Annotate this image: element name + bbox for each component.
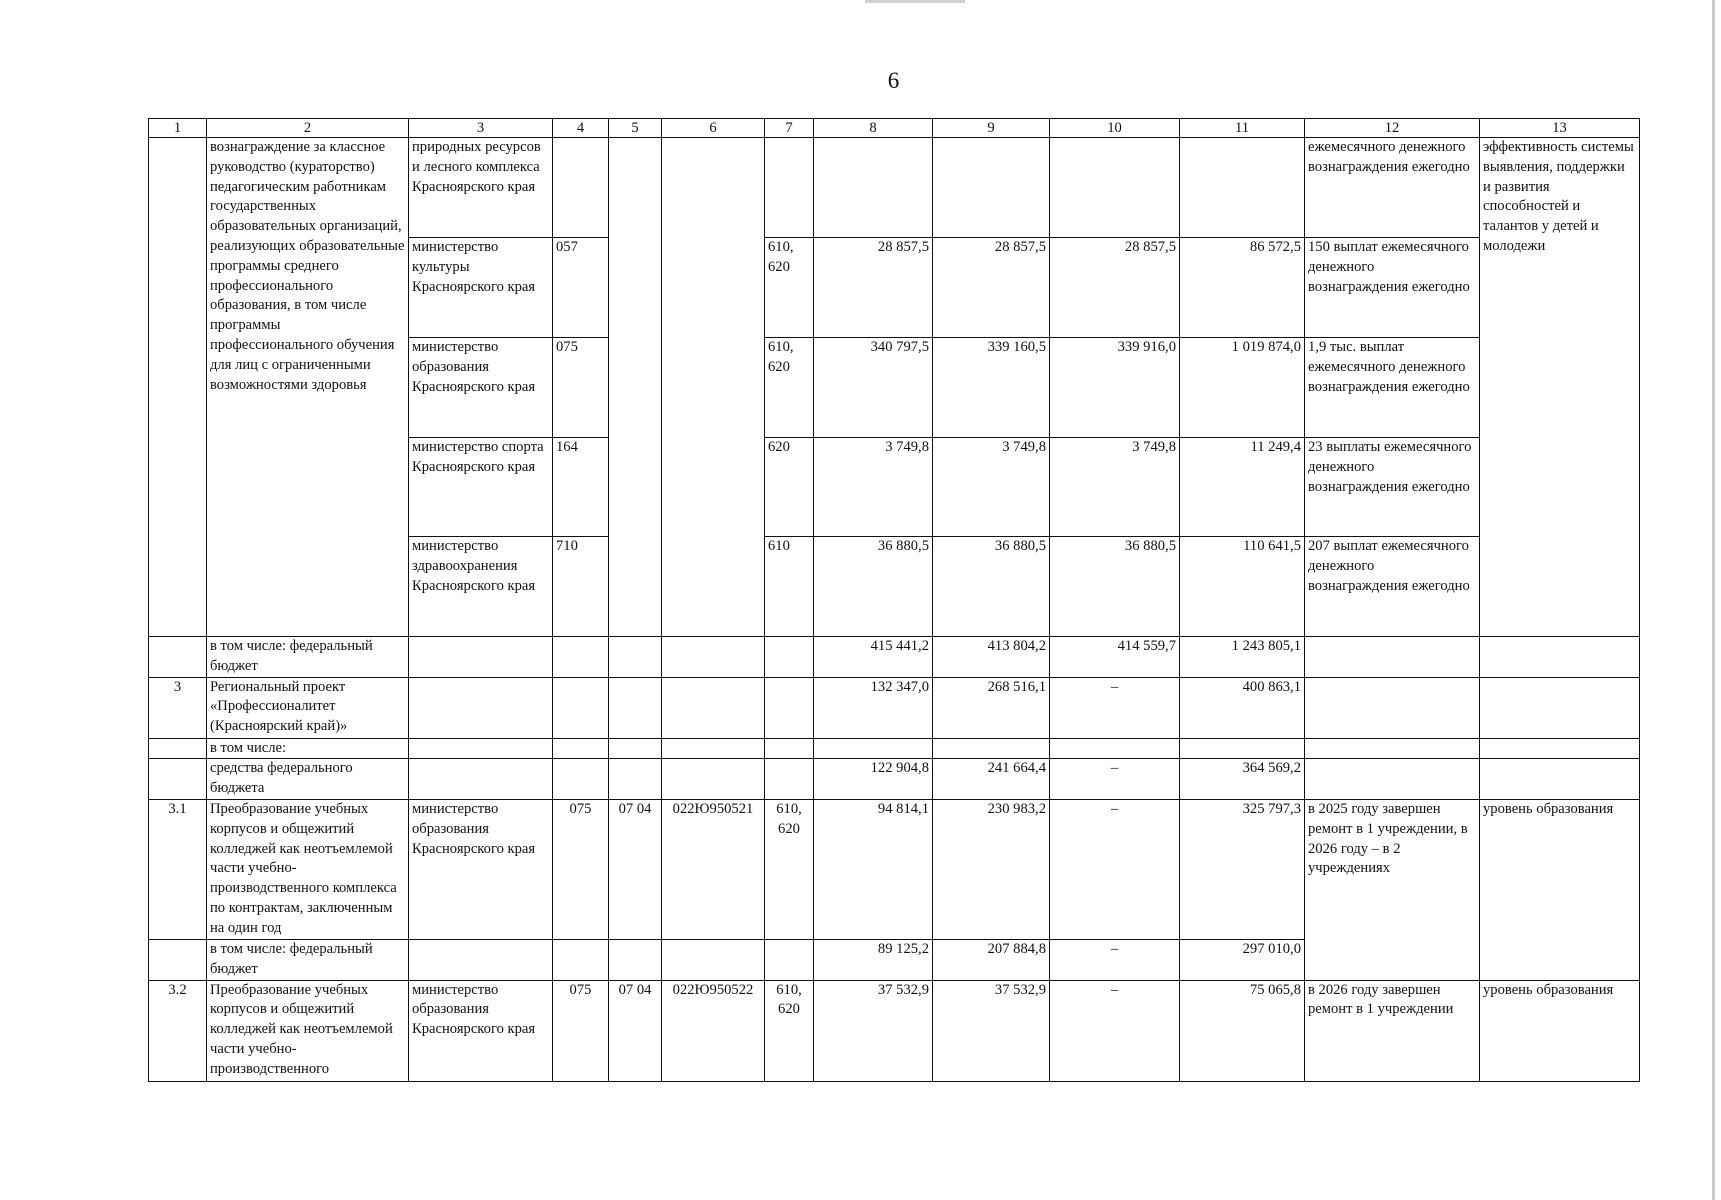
expected-result bbox=[1305, 738, 1480, 759]
value-col11: 11 249,4 bbox=[1180, 438, 1305, 537]
executor: министерство образования Красноярского края bbox=[409, 980, 553, 1081]
table-row bbox=[149, 738, 1640, 759]
expected-result bbox=[1305, 637, 1480, 678]
expected-result: 23 выплаты ежемесячного денежного вознаграждения ежегодно bbox=[1305, 438, 1480, 537]
executor: министерство культуры Красноярского края bbox=[409, 238, 553, 338]
vr-code bbox=[765, 759, 814, 800]
budget-table bbox=[148, 118, 1640, 1082]
value-col8: 36 880,5 bbox=[814, 537, 933, 637]
indicator: эффективность системы выявления, поддержки и развития способностей и талантов у детей и молодежи bbox=[1480, 138, 1640, 637]
value-col10: 339 916,0 bbox=[1050, 338, 1180, 438]
executor bbox=[409, 637, 553, 678]
table-row bbox=[149, 677, 1640, 738]
measure-name: Преобразование учебных корпусов и общежитий колледжей как неотъемлемой части учебно-производственного bbox=[207, 980, 409, 1081]
value-col10 bbox=[1050, 738, 1180, 759]
value-col11: 110 641,5 bbox=[1180, 537, 1305, 637]
value-col10: 414 559,7 bbox=[1050, 637, 1180, 678]
header-cell: 12 bbox=[1305, 119, 1480, 138]
header-cell: 7 bbox=[765, 119, 814, 138]
header-cell: 6 bbox=[662, 119, 765, 138]
value-col10: 3 749,8 bbox=[1050, 438, 1180, 537]
scan-mark bbox=[865, 0, 965, 3]
vr-code: 610 bbox=[765, 537, 814, 637]
grbs-code bbox=[553, 637, 609, 678]
row-number-cell: 3.2 bbox=[149, 980, 207, 1081]
csr-code bbox=[662, 677, 765, 738]
value-col8 bbox=[814, 738, 933, 759]
measure-name: Региональный проект «Профессионалитет (Красноярский край)» bbox=[207, 677, 409, 738]
value-col10 bbox=[1050, 138, 1180, 238]
vr-code bbox=[765, 637, 814, 678]
grbs-code bbox=[553, 738, 609, 759]
table-row bbox=[149, 980, 1640, 1081]
value-col9: 36 880,5 bbox=[933, 537, 1050, 637]
header-cell: 8 bbox=[814, 119, 933, 138]
value-col9: 207 884,8 bbox=[933, 939, 1050, 980]
table-row bbox=[149, 799, 1640, 939]
row-number-cell bbox=[149, 138, 207, 637]
value-col11: 75 065,8 bbox=[1180, 980, 1305, 1081]
header-cell: 9 bbox=[933, 119, 1050, 138]
indicator: уровень образования bbox=[1480, 980, 1640, 1081]
measure-name: в том числе: федеральный бюджет bbox=[207, 939, 409, 980]
rzpr-code bbox=[609, 637, 662, 678]
row-number-cell bbox=[149, 637, 207, 678]
executor: министерство спорта Красноярского края bbox=[409, 438, 553, 537]
grbs-code: 164 bbox=[553, 438, 609, 537]
vr-code bbox=[765, 138, 814, 238]
value-col9: 241 664,4 bbox=[933, 759, 1050, 800]
csr-code bbox=[662, 759, 765, 800]
value-col11: 86 572,5 bbox=[1180, 238, 1305, 338]
grbs-code bbox=[553, 677, 609, 738]
grbs-code bbox=[553, 759, 609, 800]
header-cell: 3 bbox=[409, 119, 553, 138]
csr-code bbox=[662, 939, 765, 980]
value-col9 bbox=[933, 738, 1050, 759]
value-col11: 297 010,0 bbox=[1180, 939, 1305, 980]
table-row bbox=[149, 138, 1640, 238]
rzpr-code: 07 04 bbox=[609, 980, 662, 1081]
value-col11: 400 863,1 bbox=[1180, 677, 1305, 738]
rzpr-code bbox=[609, 738, 662, 759]
vr-code: 610, 620 bbox=[765, 338, 814, 438]
grbs-code: 057 bbox=[553, 238, 609, 338]
indicator bbox=[1480, 637, 1640, 678]
executor: природных ресурсов и лесного комплекса Красноярского края bbox=[409, 138, 553, 238]
value-col9: 339 160,5 bbox=[933, 338, 1050, 438]
value-col9: 230 983,2 bbox=[933, 799, 1050, 939]
value-col8: 122 904,8 bbox=[814, 759, 933, 800]
rzpr-code: 07 04 bbox=[609, 799, 662, 939]
grbs-code bbox=[553, 939, 609, 980]
value-col9: 28 857,5 bbox=[933, 238, 1050, 338]
expected-result: ежемесячного денежного вознаграждения ежегодно bbox=[1305, 138, 1480, 238]
vr-code: 620 bbox=[765, 438, 814, 537]
value-col10: – bbox=[1050, 799, 1180, 939]
value-col9: 268 516,1 bbox=[933, 677, 1050, 738]
value-col10: – bbox=[1050, 677, 1180, 738]
table-header-row bbox=[149, 119, 1640, 138]
value-col10: – bbox=[1050, 759, 1180, 800]
csr-code bbox=[662, 138, 765, 637]
header-cell: 11 bbox=[1180, 119, 1305, 138]
value-col10: – bbox=[1050, 980, 1180, 1081]
grbs-code: 075 bbox=[553, 799, 609, 939]
indicator bbox=[1480, 759, 1640, 800]
csr-code bbox=[662, 738, 765, 759]
row-number-cell bbox=[149, 939, 207, 980]
measure-name: вознаграждение за классное руководство (кураторство) педагогическим работникам государственных образовательных организаций, реализующих образовательные программы среднего профессионального образования, в том числе программы профессионального обучения для лиц с ограниченными возможностями здоровья bbox=[207, 138, 409, 637]
value-col8: 28 857,5 bbox=[814, 238, 933, 338]
rzpr-code bbox=[609, 138, 662, 637]
row-number-cell bbox=[149, 759, 207, 800]
executor bbox=[409, 759, 553, 800]
row-number-cell: 3 bbox=[149, 677, 207, 738]
value-col11: 325 797,3 bbox=[1180, 799, 1305, 939]
value-col8: 37 532,9 bbox=[814, 980, 933, 1081]
row-number-cell bbox=[149, 738, 207, 759]
indicator bbox=[1480, 738, 1640, 759]
expected-result: в 2025 году завершен ремонт в 1 учреждении, в 2026 году – в 2 учреждениях bbox=[1305, 799, 1480, 980]
vr-code: 610, 620 bbox=[765, 980, 814, 1081]
table-row bbox=[149, 759, 1640, 800]
value-col8: 3 749,8 bbox=[814, 438, 933, 537]
vr-code: 610, 620 bbox=[765, 238, 814, 338]
value-col10: – bbox=[1050, 939, 1180, 980]
value-col10: 36 880,5 bbox=[1050, 537, 1180, 637]
header-cell: 13 bbox=[1480, 119, 1640, 138]
value-col8 bbox=[814, 138, 933, 238]
vr-code: 610, 620 bbox=[765, 799, 814, 939]
expected-result: 1,9 тыс. выплат ежемесячного денежного вознаграждения ежегодно bbox=[1305, 338, 1480, 438]
value-col9: 413 804,2 bbox=[933, 637, 1050, 678]
measure-name: средства федерального бюджета bbox=[207, 759, 409, 800]
page-number: 6 bbox=[887, 68, 900, 93]
csr-code: 022Ю950521 bbox=[662, 799, 765, 939]
measure-name: в том числе: федеральный бюджет bbox=[207, 637, 409, 678]
executor: министерство образования Красноярского края bbox=[409, 799, 553, 939]
value-col8: 340 797,5 bbox=[814, 338, 933, 438]
value-col11 bbox=[1180, 738, 1305, 759]
expected-result bbox=[1305, 759, 1480, 800]
grbs-code: 075 bbox=[553, 338, 609, 438]
header-cell: 5 bbox=[609, 119, 662, 138]
value-col11: 364 569,2 bbox=[1180, 759, 1305, 800]
value-col8: 132 347,0 bbox=[814, 677, 933, 738]
rzpr-code bbox=[609, 759, 662, 800]
header-cell: 1 bbox=[149, 119, 207, 138]
header-cell: 4 bbox=[553, 119, 609, 138]
grbs-code: 075 bbox=[553, 980, 609, 1081]
grbs-code: 710 bbox=[553, 537, 609, 637]
executor: министерство здравоохранения Красноярского края bbox=[409, 537, 553, 637]
expected-result: в 2026 году завершен ремонт в 1 учреждении bbox=[1305, 980, 1480, 1081]
value-col10: 28 857,5 bbox=[1050, 238, 1180, 338]
scan-page-edge bbox=[1712, 0, 1715, 1200]
expected-result: 150 выплат ежемесячного денежного вознаграждения ежегодно bbox=[1305, 238, 1480, 338]
row-number-cell: 3.1 bbox=[149, 799, 207, 939]
vr-code bbox=[765, 677, 814, 738]
expected-result: 207 выплат ежемесячного денежного вознаграждения ежегодно bbox=[1305, 537, 1480, 637]
header-cell: 2 bbox=[207, 119, 409, 138]
value-col11 bbox=[1180, 138, 1305, 238]
value-col9: 3 749,8 bbox=[933, 438, 1050, 537]
grbs-code bbox=[553, 138, 609, 238]
csr-code: 022Ю950522 bbox=[662, 980, 765, 1081]
indicator bbox=[1480, 677, 1640, 738]
executor bbox=[409, 738, 553, 759]
value-col9: 37 532,9 bbox=[933, 980, 1050, 1081]
vr-code bbox=[765, 939, 814, 980]
executor: министерство образования Красноярского края bbox=[409, 338, 553, 438]
measure-name: Преобразование учебных корпусов и общежитий колледжей как неотъемлемой части учебно-производственного комплекса по контрактам, заключенным на один год bbox=[207, 799, 409, 939]
executor bbox=[409, 677, 553, 738]
table-row bbox=[149, 637, 1640, 678]
value-col8: 89 125,2 bbox=[814, 939, 933, 980]
indicator: уровень образования bbox=[1480, 799, 1640, 980]
header-cell: 10 bbox=[1050, 119, 1180, 138]
value-col9 bbox=[933, 138, 1050, 238]
value-col8: 94 814,1 bbox=[814, 799, 933, 939]
value-col11: 1 243 805,1 bbox=[1180, 637, 1305, 678]
csr-code bbox=[662, 637, 765, 678]
value-col11: 1 019 874,0 bbox=[1180, 338, 1305, 438]
rzpr-code bbox=[609, 677, 662, 738]
value-col8: 415 441,2 bbox=[814, 637, 933, 678]
measure-name: в том числе: bbox=[207, 738, 409, 759]
expected-result bbox=[1305, 677, 1480, 738]
rzpr-code bbox=[609, 939, 662, 980]
vr-code bbox=[765, 738, 814, 759]
executor bbox=[409, 939, 553, 980]
